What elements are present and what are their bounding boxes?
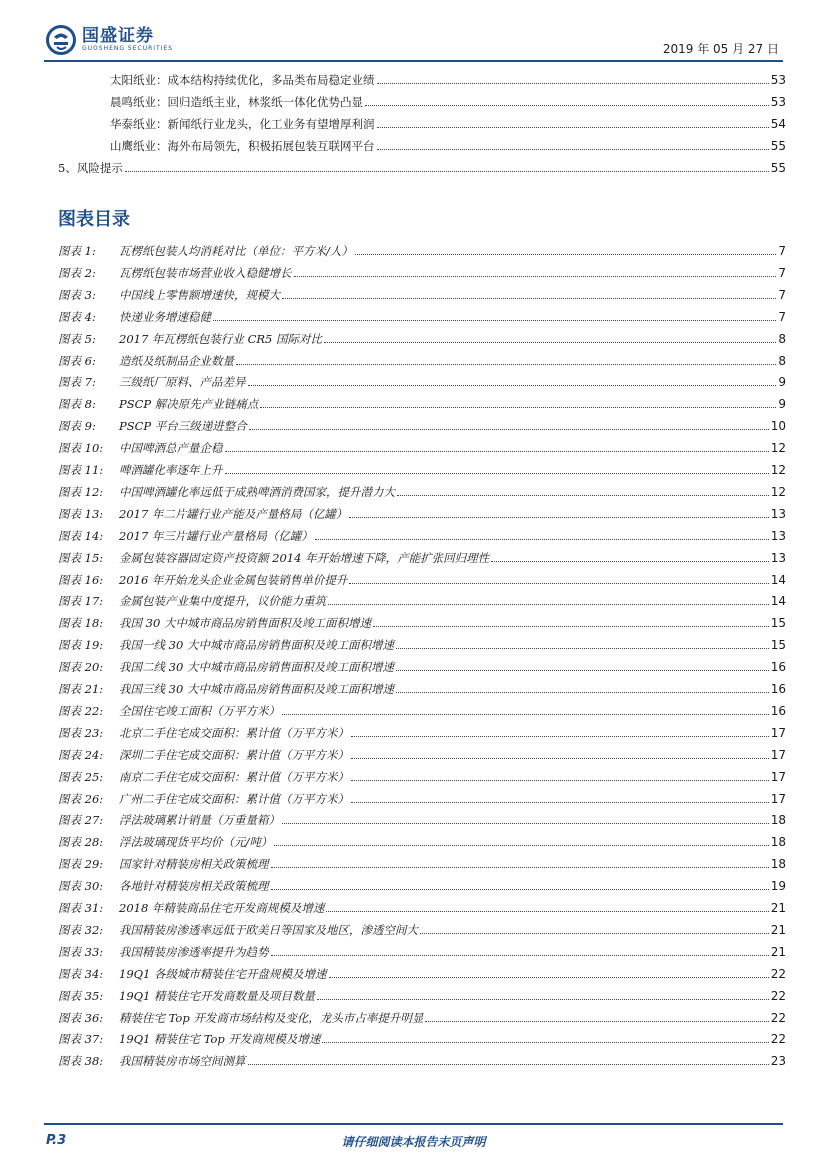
figure-entry-title: 19Q1 精装住宅开发商数量及项目数量: [119, 988, 316, 1003]
company-logo: [46, 24, 173, 56]
figure-entry[interactable]: [58, 810, 786, 830]
figure-entry-page: 19: [770, 879, 786, 894]
figure-entry-page: 10: [770, 419, 786, 434]
page-number: P.3: [46, 1133, 67, 1148]
figure-entry[interactable]: [58, 526, 786, 546]
footer-divider: [44, 1123, 783, 1125]
figure-entry-title: 北京二手住宅成交面积：累计值（万平方米）: [119, 725, 349, 740]
logo-icon: [46, 25, 76, 55]
figure-entry-page: 7: [778, 309, 786, 324]
figure-entry-label: 图表 24:: [58, 747, 104, 762]
figure-entry[interactable]: [58, 832, 786, 852]
figure-entry-page: 21: [770, 922, 786, 937]
figure-entry-page: 7: [778, 244, 786, 258]
figure-entry[interactable]: [58, 635, 786, 655]
figure-entry-page: 13: [770, 550, 786, 565]
figure-entry[interactable]: [58, 570, 786, 590]
figure-entry-label: 图表 20:: [58, 660, 104, 675]
figure-entry-title: 各地针对精装房相关政策梳理: [119, 879, 269, 894]
dot-leader: [125, 158, 769, 172]
figure-entry-label: 图表 13:: [58, 506, 104, 521]
dot-leader: [213, 307, 776, 321]
figure-entry[interactable]: [58, 920, 786, 940]
toc-entry[interactable]: [110, 92, 786, 112]
dot-leader: [225, 438, 769, 452]
toc-entry-page: 55: [770, 139, 786, 153]
figure-entry-label: 图表 30:: [58, 879, 104, 894]
figure-entry[interactable]: [58, 854, 786, 874]
figure-entry-page: 18: [770, 835, 786, 850]
dot-leader: [324, 329, 776, 343]
figure-entry-title: 我国 30 大中城市商品房销售面积及竣工面积增速: [119, 616, 371, 631]
figure-entry-title: 国家针对精装房相关政策梳理: [119, 857, 269, 872]
figure-entry[interactable]: [58, 898, 786, 918]
figure-entry-title: 2017 年二片罐行业产能及产量格局（亿罐）: [119, 506, 348, 521]
footer-disclaimer: 请仔细阅读本报告末页声明: [341, 1135, 486, 1149]
figure-entry-page: 16: [770, 682, 786, 696]
figure-entry[interactable]: [58, 351, 786, 371]
figure-entry-page: 8: [778, 331, 786, 346]
figure-entry-title: 2017 年三片罐行业产量格局（亿罐）: [119, 528, 313, 543]
figure-entry-title: 19Q1 各级城市精装住宅开盘规模及增速: [119, 966, 327, 981]
figure-entry-title: 2018 年精装商品住宅开发商规模及增速: [119, 901, 325, 915]
figure-entry-title: 深圳二手住宅成交面积：累计值（万平方米）: [119, 747, 349, 762]
dot-leader: [274, 832, 768, 846]
figure-entry-title: 我国二线 30 大中城市商品房销售面积及竣工面积增速: [119, 660, 394, 675]
figure-entry-title: 我国精装房渗透率提升为趋势: [119, 944, 269, 959]
figure-entry-label: 图表 2:: [58, 265, 96, 280]
figure-entry[interactable]: [58, 767, 786, 787]
figure-entry-page: 22: [770, 966, 786, 981]
dot-leader: [397, 482, 769, 496]
figure-entry[interactable]: [58, 285, 786, 305]
dot-leader: [328, 591, 769, 605]
dot-leader: [271, 942, 769, 956]
figure-entry[interactable]: [58, 1051, 786, 1071]
figure-entry-page: 16: [770, 660, 786, 675]
figure-entry-label: 图表 5:: [58, 331, 96, 346]
figure-entry-title: 啤酒罐化率逐年上升: [119, 463, 223, 477]
figure-entry-title: 我国一线 30 大中城市商品房销售面积及竣工面积增速: [119, 638, 394, 653]
figure-entry[interactable]: [58, 460, 786, 480]
figure-entry-title: 我国三线 30 大中城市商品房销售面积及竣工面积增速: [119, 682, 394, 696]
figure-entry-page: 7: [778, 287, 786, 302]
dot-leader: [248, 372, 777, 386]
dot-leader: [248, 1051, 769, 1065]
figure-entry-page: 12: [770, 484, 786, 499]
figure-entry-title: 瓦楞纸包装人均消耗对比（单位：平方米/人）: [119, 244, 353, 258]
dot-leader: [351, 767, 769, 781]
dot-leader: [377, 70, 769, 84]
figures-heading: 图表目录: [58, 209, 130, 230]
dot-leader: [377, 114, 769, 128]
figure-entry-label: 图表 8:: [58, 397, 96, 412]
figure-entry[interactable]: [58, 942, 786, 962]
figure-entry-title: 浮法玻璃现货平均价（元/吨）: [119, 835, 273, 850]
figure-entry-label: 图表 33:: [58, 944, 104, 959]
dot-leader: [351, 789, 769, 803]
figure-entry[interactable]: [58, 591, 786, 611]
figure-entry[interactable]: [58, 745, 786, 765]
figure-entry-label: 图表 17:: [58, 594, 104, 609]
figure-entry-label: 图表 19:: [58, 638, 104, 653]
dot-leader: [377, 136, 769, 150]
figure-entry-page: 22: [770, 1032, 786, 1047]
dot-leader: [349, 504, 768, 518]
dot-leader: [294, 263, 777, 277]
figure-entry-title: 2017 年瓦楞纸包装行业 CR5 国际对比: [119, 331, 323, 346]
figure-entry[interactable]: [58, 482, 786, 502]
toc-entry-page: 53: [770, 73, 786, 87]
figure-entry-label: 图表 35:: [58, 988, 104, 1003]
dot-leader: [249, 416, 769, 430]
figure-entry-label: 图表 14:: [58, 528, 104, 543]
figure-entry-page: 21: [770, 901, 786, 915]
toc-entry[interactable]: [110, 114, 786, 134]
figure-entry[interactable]: [58, 657, 786, 677]
report-date: 2019 年 05 月 27 日: [662, 42, 779, 56]
dot-leader: [315, 526, 769, 540]
figure-entry-title: 精装住宅 Top 开发商市场结构及变化，龙头市占率提升明显: [119, 1010, 424, 1025]
figure-entry-title: 三级纸厂原料、产品差异: [119, 375, 246, 390]
dot-leader: [351, 745, 769, 759]
dot-leader: [282, 285, 776, 299]
figure-entry-label: 图表 26:: [58, 791, 104, 806]
figure-entry-label: 图表 1:: [58, 244, 96, 258]
dot-leader: [260, 394, 776, 408]
figure-entry[interactable]: [58, 789, 786, 809]
figure-entry-page: 13: [770, 528, 786, 543]
figure-entry[interactable]: [58, 1008, 786, 1028]
figure-entry-label: 图表 34:: [58, 966, 104, 981]
figure-entry-page: 22: [770, 988, 786, 1003]
dot-leader: [271, 854, 769, 868]
figure-entry-title: 全国住宅竣工面积（万平方米）: [119, 703, 280, 718]
figure-entry-label: 图表 31:: [58, 901, 104, 915]
dot-leader: [420, 920, 769, 934]
dot-leader: [225, 460, 769, 474]
figure-entry-title: 19Q1 精装住宅 Top 开发商规模及增速: [119, 1032, 321, 1047]
toc-entry-page: 55: [770, 161, 786, 175]
figure-entry[interactable]: [58, 263, 786, 283]
dot-leader: [396, 657, 769, 671]
figure-entry[interactable]: [58, 1029, 786, 1049]
figure-entry-page: 12: [770, 441, 786, 456]
figure-entry-page: 9: [778, 397, 786, 412]
figure-entry-label: 图表 9:: [58, 419, 96, 434]
toc-entry-page: 53: [770, 95, 786, 109]
dot-leader: [349, 570, 768, 584]
toc-entry-title: 山鹰纸业：海外布局领先，积极拓展包装互联网平台: [110, 139, 375, 153]
figure-entry-page: 8: [778, 353, 786, 368]
figure-entry[interactable]: [58, 548, 786, 568]
figure-entry-title: 金属包装产业集中度提升，议价能力重筑: [119, 594, 326, 609]
figure-entry[interactable]: [58, 679, 786, 699]
figure-entry-page: 9: [778, 375, 786, 390]
figure-entry-page: 13: [770, 506, 786, 521]
figure-entry-page: 14: [770, 572, 786, 587]
figure-entry[interactable]: [58, 241, 786, 261]
toc-entry-page: 54: [770, 117, 786, 131]
logo-english-name: GUOSHENG SECURITIES: [82, 45, 174, 52]
figure-entry-page: 7: [778, 265, 786, 280]
figure-entry-label: 图表 18:: [58, 616, 104, 631]
figure-entry-title: 造纸及纸制品企业数量: [119, 353, 234, 368]
dot-leader: [317, 986, 769, 1000]
figure-entry-title: 中国啤酒罐化率远低于成熟啤酒消费国家，提升潜力大: [119, 484, 395, 499]
figure-entry-label: 图表 7:: [58, 375, 96, 390]
figure-entry-page: 17: [770, 725, 786, 740]
figure-entry-label: 图表 22:: [58, 703, 104, 718]
logo-chinese-name: 国盛证券: [82, 26, 154, 46]
figure-entry-page: 17: [770, 791, 786, 806]
figure-entry-title: PSCP 解决原先产业链痛点: [119, 397, 259, 412]
dot-leader: [236, 351, 776, 365]
figure-entry-page: 12: [770, 463, 786, 477]
figure-entry-page: 21: [770, 944, 786, 959]
figure-entry[interactable]: [58, 876, 786, 896]
figure-entry-label: 图表 6:: [58, 353, 96, 368]
toc-entry-title: 太阳纸业：成本结构持续优化，多品类布局稳定业绩: [110, 73, 375, 87]
toc-entry-title: 晨鸣纸业：回归造纸主业，林浆纸一体化优势凸显: [110, 95, 363, 109]
toc-entry[interactable]: [110, 70, 786, 90]
figure-entry-label: 图表 21:: [58, 682, 104, 696]
figure-entry-page: 17: [770, 769, 786, 784]
figure-entry-label: 图表 28:: [58, 835, 104, 850]
toc-entry-title: 华泰纸业：新闻纸行业龙头，化工业务有望增厚利润: [110, 117, 375, 131]
dot-leader: [282, 810, 769, 824]
figure-entry-page: 22: [770, 1010, 786, 1025]
figure-entry-page: 17: [770, 747, 786, 762]
figure-entry-label: 图表 25:: [58, 769, 104, 784]
figure-entry-page: 15: [770, 616, 786, 631]
dot-leader: [355, 241, 776, 255]
figure-entry-label: 图表 32:: [58, 922, 104, 937]
dot-leader: [491, 548, 769, 562]
figure-entry-title: 瓦楞纸包装市场营业收入稳健增长: [119, 265, 292, 280]
dot-leader: [282, 701, 769, 715]
dot-leader: [396, 679, 769, 693]
figure-entry[interactable]: [58, 372, 786, 392]
toc-entry[interactable]: [110, 136, 786, 156]
figure-entry-label: 图表 12:: [58, 484, 104, 499]
figure-entry-title: 快递业务增速稳健: [119, 309, 211, 324]
dot-leader: [351, 723, 769, 737]
figure-entry[interactable]: [58, 307, 786, 327]
figure-entry[interactable]: [58, 329, 786, 349]
figure-entry-label: 图表 3:: [58, 287, 96, 302]
dot-leader: [396, 635, 769, 649]
dot-leader: [425, 1008, 768, 1022]
page-header: [0, 0, 827, 64]
figure-entry-title: 浮法玻璃累计销量（万重量箱）: [119, 813, 280, 828]
figure-entry-label: 图表 29:: [58, 857, 104, 872]
dot-leader: [373, 613, 769, 627]
figure-entry[interactable]: [58, 613, 786, 633]
figure-entry[interactable]: [58, 438, 786, 458]
figure-entry[interactable]: [58, 394, 786, 414]
figure-entry-title: 中国线上零售额增速快，规模大: [119, 287, 280, 302]
figure-entry-page: 23: [770, 1054, 786, 1069]
dot-leader: [329, 964, 769, 978]
dot-leader: [271, 876, 769, 890]
figure-entry[interactable]: [58, 723, 786, 743]
figure-entry-label: 图表 36:: [58, 1010, 104, 1025]
figure-entry-title: 广州二手住宅成交面积：累计值（万平方米）: [119, 791, 349, 806]
figure-entry-page: 18: [770, 857, 786, 872]
figure-entry-label: 图表 23:: [58, 725, 104, 740]
dot-leader: [322, 1029, 768, 1043]
figure-entry-label: 图表 15:: [58, 550, 104, 565]
toc-entry[interactable]: [58, 158, 786, 178]
figure-entry[interactable]: [58, 504, 786, 524]
figure-entry-label: 图表 4:: [58, 309, 96, 324]
figure-entry-label: 图表 38:: [58, 1054, 104, 1069]
figure-entry-title: PSCP 平台三级递进整合: [119, 419, 247, 434]
figure-entry[interactable]: [58, 701, 786, 721]
figure-entry-label: 图表 27:: [58, 813, 104, 828]
figure-entry-page: 14: [770, 594, 786, 609]
figure-entry-label: 图表 11:: [58, 463, 104, 477]
figure-entry-page: 16: [770, 703, 786, 718]
figure-entry-page: 18: [770, 813, 786, 828]
header-divider: [44, 60, 783, 62]
figure-entry[interactable]: [58, 986, 786, 1006]
figure-entry[interactable]: [58, 416, 786, 436]
figure-entry[interactable]: [58, 964, 786, 984]
figure-entry-title: 金属包装容器固定资产投资额 2014 年开始增速下降，产能扩张回归理性: [119, 550, 490, 565]
dot-leader: [326, 898, 768, 912]
figure-entry-title: 中国啤酒总产量企稳: [119, 441, 223, 456]
figure-entry-title: 2016 年开始龙头企业金属包装销售单价提升: [119, 572, 348, 587]
figure-entry-label: 图表 16:: [58, 572, 104, 587]
figure-entry-page: 15: [770, 638, 786, 653]
figure-entry-title: 我国精装房渗透率远低于欧美日等国家及地区，渗透空间大: [119, 922, 418, 937]
toc-entry-title: 5、风险提示: [58, 161, 123, 175]
figure-entry-label: 图表 37:: [58, 1032, 104, 1047]
dot-leader: [365, 92, 769, 106]
figure-entry-title: 我国精装房市场空间测算: [119, 1054, 246, 1069]
figure-entry-title: 南京二手住宅成交面积：累计值（万平方米）: [119, 769, 349, 784]
figure-entry-label: 图表 10:: [58, 441, 104, 456]
